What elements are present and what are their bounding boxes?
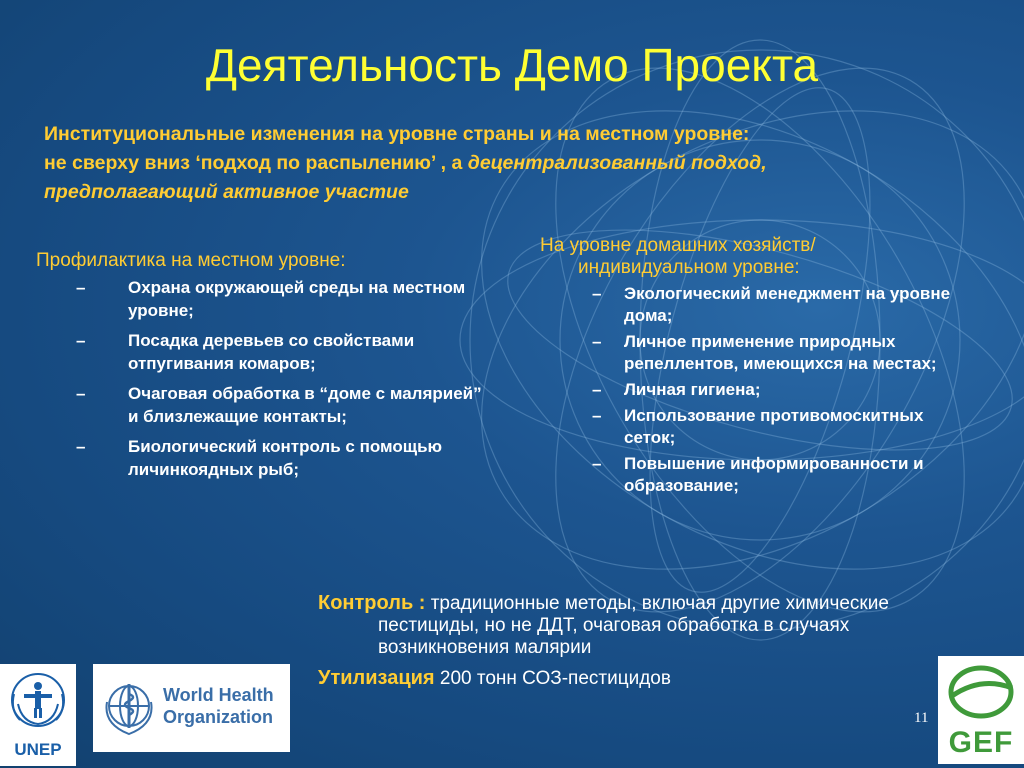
subtitle-line-2a: не сверху вниз ‘подход по распылению’ , а [44,152,468,174]
list-item-text: Экологический менеджмент на уровне дома; [624,284,951,325]
dash-marker: – [76,437,86,456]
disposal-text: 200 тонн СОЗ-пестицидов [434,668,671,689]
list-item-text: Повышение информированности и образование; [624,454,924,495]
right-column-heading: На уровне домашних хозяйств/индивидуальном уровне: [540,235,816,278]
list-item [36,276,496,322]
dash-marker: – [76,331,86,350]
dash-marker: – [592,454,602,473]
dash-marker: – [592,380,602,399]
list-item [36,382,496,428]
list-item [540,379,960,401]
unep-logo [0,664,76,766]
dash-marker: – [76,278,86,297]
control-label: Контроль : [318,592,426,614]
list-item-text: Личная гигиена; [624,380,761,399]
subtitle-line-3: предполагающий активное участие [44,181,409,203]
subtitle [44,120,1009,207]
control-text: традиционные методы, включая другие химические пестициды, но не ДДТ, очаговая обработка в случаях возникновения малярии [378,593,889,658]
list-item [540,453,960,497]
slide-title: Деятельность Демо Проекта [205,39,819,91]
list-item [540,405,960,449]
list-item [540,283,960,327]
control-note [318,592,958,659]
list-item-text: Охрана окружающей среды на местном уровне; [128,278,466,320]
list-item-text: Биологический контроль с помощью личинкоядных рыб; [128,437,443,479]
list-item [540,331,960,375]
list-item-text: Личное применение природных репеллентов, имеющихся на местах; [624,332,937,373]
dash-marker: – [592,406,602,425]
list-item-text: Использование противомоскитных сеток; [624,406,924,447]
list-item [36,435,496,481]
left-column-heading: Профилактика на местном уровне: [36,250,346,271]
right-column-list [540,283,960,497]
right-column [540,235,960,501]
list-item-text: Посадка деревьев со свойствами отпугивания комаров; [128,331,415,373]
list-item-text: Очаговая обработка в “доме с малярией” и близлежащие контакты; [128,384,482,426]
left-column [36,250,496,488]
gef-globe-icon [944,662,1018,724]
page-number: 11 [914,710,929,726]
dash-marker: – [76,384,86,403]
disposal-note [318,667,958,690]
left-column-list [36,276,496,481]
gef-logo [938,656,1024,764]
bottom-notes [318,592,958,698]
unep-wordmark: UNEP [14,740,62,759]
who-wordmark-line2: Organization [163,707,274,727]
list-item [36,329,496,375]
who-wordmark [163,684,274,728]
who-logo [93,664,290,752]
who-emblem-icon [99,676,159,738]
dash-marker: – [592,284,602,303]
gef-wordmark: GEF [948,726,1014,759]
subtitle-line-2b: децентрализованный подход, [467,152,767,174]
dash-marker: – [592,332,602,351]
unep-emblem-icon [0,664,76,736]
who-wordmark-line1: World Health [163,685,274,705]
subtitle-line-1: Институциональные изменения на уровне страны и на местном уровне: [44,123,750,145]
disposal-label: Утилизация [318,667,435,689]
